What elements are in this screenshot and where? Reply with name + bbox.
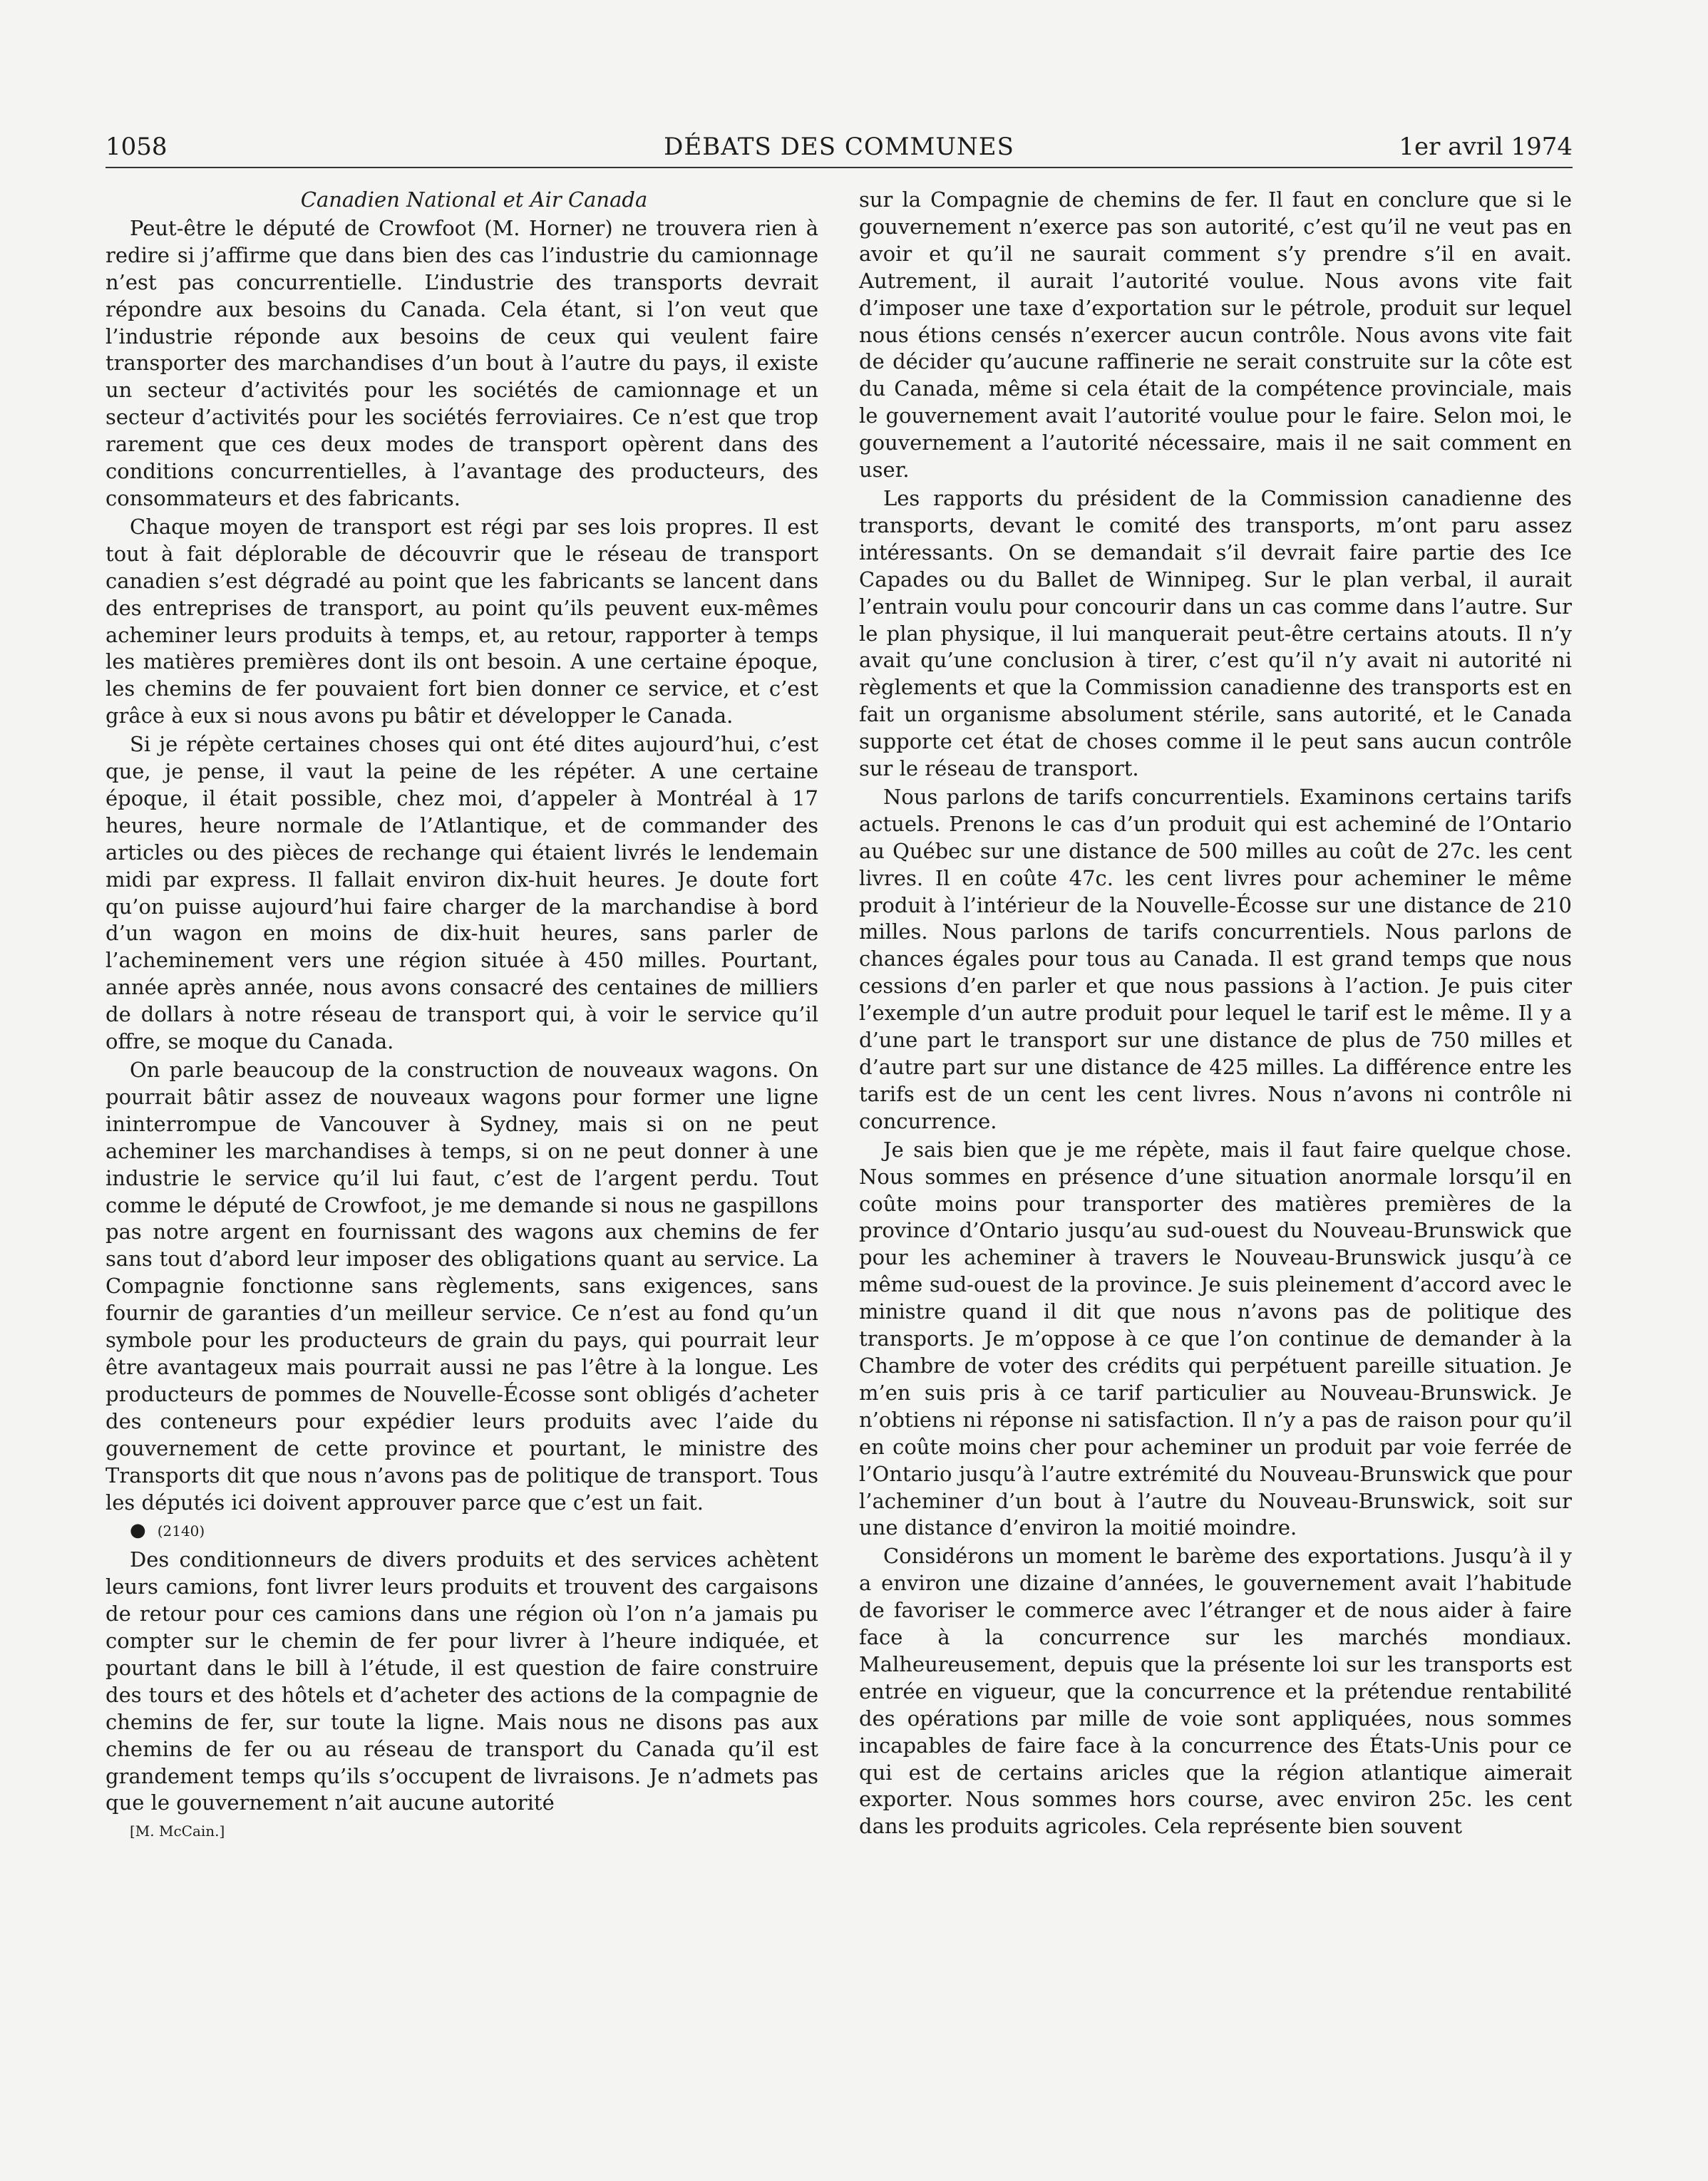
bullet-icon: ●: [130, 1520, 146, 1542]
paragraph: sur la Compagnie de chemins de fer. Il faut en conclure que si le gouvernement n’exerce pas son autorité, c’est qu’il ne veut pas en avoir et qu’il ne saurait comment s’y prendre s’il en avait. Autrement, il aurait l’autorité voulue. Nous avons vite fait d’imposer une taxe d’exportation sur le pétrole, produit sur lequel nous étions censés n’exercer aucun contrôle. Nous avons vite fait de décider qu’aucune raffinerie ne serait construite sur la côte est du Canada, même si cela était de la compétence provinciale, mais le gouvernement avait l’autorité voulue pour le faire. Selon moi, le gouvernement a l’autorité nécessaire, mais il ne sait comment en user.: [859, 187, 1572, 483]
paragraph: Je sais bien que je me répète, mais il faut faire quelque chose. Nous sommes en présence d’une situation anormale lorsqu’il en coûte moins pour transporter des matières premières de la province d’Ontario jusqu’au sud-ouest du Nouveau-Brunswick que pour les acheminer à travers le Nouveau-Brunswick jusqu’à ce même sud-ouest de la province. Je suis pleinement d’accord avec le ministre quand il dit que nous n’avons pas de politique des transports. Je m’oppose à ce que l’on continue de demander à la Chambre de voter des crédits qui perpétuent pareille situation. Je m’en suis pris à ce tarif particulier au Nouveau-Brunswick. Je n’obtiens ni réponse ni satisfaction. Il n’y a pas de raison pour qu’il en coûte moins cher pour acheminer un produit par voie ferrée de l’Ontario jusqu’à l’autre extrémité du Nouveau-Brunswick que pour l’acheminer d’un bout à l’autre du Nouveau-Brunswick, soit sur une distance d’environ la moitié moindre.: [859, 1137, 1572, 1540]
paragraph: Considérons un moment le barème des exportations. Jusqu’à il y a environ une dizaine d’années, le gouvernement avait l’habitude de favoriser le commerce avec l’étranger et de nous aider à faire face à la concurrence sur les marchés mondiaux. Malheureusement, depuis que la présente loi sur les transports est entrée en vigueur, que la concurrence et la prétendue rentabilité des opérations par mille de voie sont appliquées, nous sommes incapables de faire face à la concurrence des États-Unis pour ce qui est de certains aricles que la région atlantique aimerait exporter. Nous sommes hors course, avec environ 25c. les cent dans les produits agricoles. Cela représente bien souvent: [859, 1544, 1572, 1839]
section-title: Canadien National et Air Canada: [300, 187, 648, 212]
paragraph: Des conditionneurs de divers produits et des services achètent leurs camions, font livrer leurs produits et trouvent des cargaisons de retour pour ces camions dans une région où l’on n’a jamais pu compter sur le chemin de fer pour livrer à l’heure indiquée, et pourtant dans le bill à l’étude, il est question de faire construire des tours et des hôtels et d’acheter des actions de la compagnie de chemins de fer, sur toute la ligne. Mais nous ne disons pas aux chemins de fer ou au réseau de transport du Canada qu’il est grandement temps qu’ils s’occupent de livraisons. Je n’admets pas que le gouvernement n’ait aucune autorité: [106, 1547, 818, 1815]
time-marker: [106, 1517, 818, 1545]
time-marker-label: (2140): [157, 1522, 205, 1540]
right-column: [859, 187, 1572, 1842]
paragraph: Si je répète certaines choses qui ont été dites aujourd’hui, c’est que, je pense, il vaut la peine de les répéter. A une certaine époque, il était possible, chez moi, d’appeler à Montréal à 17 heures, heure normale de l’Atlantique, et de commander des articles ou des pièces de rechange qui étaient livrés le lendemain midi par express. Il fallait environ dix-huit heures. Je doute fort qu’on puisse aujourd’hui faire charger de la marchandise à bord d’un wagon en moins de dix-huit heures, sans parler de l’acheminement vers une région située à 450 milles. Pourtant, année après année, nous avons consacré des centaines de milliers de dollars à notre réseau de transport qui, à voir le service qu’il offre, se moque du Canada.: [106, 732, 818, 1054]
left-column: [106, 187, 818, 1847]
issue-date: 1er avril 1974: [1399, 133, 1573, 161]
paragraph: Nous parlons de tarifs concurrentiels. Examinons certains tarifs actuels. Prenons le cas d’un produit qui est acheminé de l’Ontario au Québec sur une distance de 500 milles au coût de 27c. les cent livres. Il en coûte 47c. les cent livres pour acheminer le même produit à l’intérieur de la Nouvelle-Écosse sur une distance de 210 milles. Nous parlons de tarifs concurrentiels. Nous parlons de chances égales pour tous au Canada. Il est grand temps que nous cessions d’en parler et que nous passions à l’action. Je puis citer l’exemple d’un autre produit pour lequel le tarif est le même. Il y a d’une part le transport sur une distance de plus de 750 milles et d’autre part sur une distance de 425 milles. La différence entre les tarifs est de un cent les cent livres. Nous n’avons ni contrôle ni concurrence.: [859, 784, 1572, 1133]
publication-title: DÉBATS DES COMMUNES: [664, 133, 1014, 161]
paragraph: Chaque moyen de transport est régi par ses lois propres. Il est tout à fait déplorable de découvrir que le réseau de transport canadien s’est dégradé au point que les fabricants se lancent dans des entreprises de transport, au point qu’ils peuvent eux-mêmes acheminer leurs produits à temps, et, au retour, rapporter à temps les matières premières dont ils ont besoin. A une certaine époque, les chemins de fer pouvaient fort bien donner ce service, et c’est grâce à eux si nous avons pu bâtir et développer le Canada.: [106, 514, 818, 728]
paragraph: Peut-être le député de Crowfoot (M. Horner) ne trouvera rien à redire si j’affirme que dans bien des cas l’industrie du camionnage n’est pas concurrentielle. L’industrie des transports devrait répondre aux besoins du Canada. Cela étant, si l’on veut que l’industrie réponde aux besoins de ceux qui veulent faire transporter des marchandises d’un bout à l’autre du pays, il existe un secteur d’activités pour les sociétés de camionnage et un secteur d’activités pour les sociétés ferroviaires. Ce n’est que trop rarement que ces deux modes de transport opèrent dans des conditions concurrentielles, à l’avantage des producteurs, des consommateurs et des fabricants.: [106, 215, 818, 510]
page-number: 1058: [106, 133, 168, 161]
speaker-label: [M. McCain.]: [130, 1822, 225, 1840]
paragraph: On parle beaucoup de la construction de nouveaux wagons. On pourrait bâtir assez de nouveaux wagons pour former une ligne ininterrompue de Vancouver à Sydney, mais si on ne peut acheminer les marchandises à temps, si on ne peut donner à une industrie le service qu’il lui faut, c’est de l’argent perdu. Tout comme le député de Crowfoot, je me demande si nous ne gaspillons pas notre argent en fournissant des wagons aux chemins de fer sans tout d’abord leur imposer des obligations quant au service. La Compagnie fonctionne sans règlements, sans exigences, sans fournir de garanties d’un meilleur service. Ce n’est au fond qu’un symbole pour les producteurs de grain du pays, qui pourrait leur être avantageux mais pourrait aussi ne pas l’être à la longue. Les producteurs de pommes de Nouvelle-Écosse sont obligés d’acheter des conteneurs pour expédier leurs produits avec l’aide du gouvernement de cette province et pourtant, le ministre des Transports dit que nous n’avons pas de politique de transport. Tous les députés ici doivent approuver parce que c’est un fait.: [106, 1058, 818, 1515]
page-header: [106, 133, 1573, 168]
paragraph: Les rapports du président de la Commission canadienne des transports, devant le comité des transports, m’ont paru assez intéressants. On se demandait s’il devrait faire partie des Ice Capades ou du Ballet de Winnipeg. Sur le plan verbal, il aurait l’entrain voulu pour concourir dans un cas comme dans l’autre. Sur le plan physique, il lui manquerait peut-être certains atouts. Il n’y avait qu’une conclusion à tirer, c’est qu’il n’y avait ni autorité ni règlements et que la Commission canadienne des transports est en fait un organisme absolument stérile, sans autorité, et le Canada supporte cet état de choses comme il le peut sans aucun contrôle sur le réseau de transport.: [859, 485, 1572, 781]
